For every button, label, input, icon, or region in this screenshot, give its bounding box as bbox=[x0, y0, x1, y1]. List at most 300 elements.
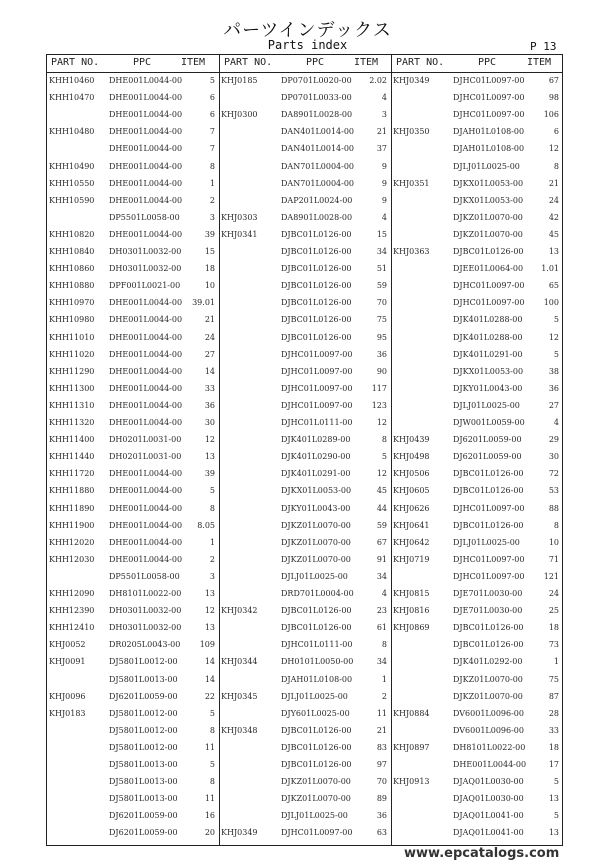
item-cell: 30 bbox=[548, 452, 559, 462]
part-no-cell: KHJ0348 bbox=[221, 725, 258, 735]
ppc-cell: DJ5801L0012-00 bbox=[109, 657, 178, 667]
ppc-cell: DJK401L0292-00 bbox=[453, 657, 523, 667]
ppc-cell: DJKZ01L0070-00 bbox=[281, 777, 351, 787]
item-cell: 70 bbox=[376, 777, 387, 787]
ppc-cell: DJLJ01L0025-00 bbox=[453, 161, 520, 171]
item-cell: 42 bbox=[548, 212, 559, 222]
item-cell: 3 bbox=[209, 212, 215, 222]
part-no-cell: KHJ0096 bbox=[49, 691, 86, 701]
part-no-cell: KHJ0341 bbox=[221, 229, 258, 239]
item-cell: 63 bbox=[376, 828, 387, 838]
item-cell: 24 bbox=[548, 589, 559, 598]
ppc-cell: DHE001L0044-00 bbox=[109, 178, 183, 188]
item-cell: 20 bbox=[204, 828, 215, 838]
item-cell: 12 bbox=[548, 332, 559, 342]
ppc-cell: DJBC01L0126-00 bbox=[281, 742, 352, 752]
ppc-cell: DJAH01L0108-00 bbox=[453, 127, 525, 137]
ppc-cell: DJHC01L0097-00 bbox=[453, 298, 525, 308]
ppc-cell: DJK401L0291-00 bbox=[281, 469, 351, 479]
item-cell: 1 bbox=[209, 178, 215, 188]
part-no-cell: KHJ0439 bbox=[393, 435, 430, 445]
ppc-cell: DHE001L0044-00 bbox=[109, 366, 183, 376]
item-cell: 65 bbox=[548, 281, 559, 291]
ppc-cell: DJW001L0059-00 bbox=[453, 418, 525, 427]
item-cell: 18 bbox=[204, 264, 215, 274]
item-cell: 87 bbox=[548, 691, 559, 701]
ppc-cell: DV6001L0096-00 bbox=[453, 725, 524, 735]
part-no-cell: KHH11880 bbox=[49, 486, 95, 496]
item-cell: 91 bbox=[376, 554, 387, 564]
ppc-cell: DJ5801L0012-00 bbox=[109, 725, 178, 735]
header-part-no: PART NO. bbox=[396, 57, 445, 68]
part-no-cell: KHJ0345 bbox=[221, 691, 258, 701]
ppc-cell: DJBC01L0126-00 bbox=[453, 469, 524, 479]
item-cell: 12 bbox=[204, 606, 215, 616]
part-no-cell: KHJ0091 bbox=[49, 657, 86, 667]
part-no-cell: KHH10460 bbox=[49, 76, 95, 85]
item-cell: 24 bbox=[548, 195, 559, 205]
ppc-cell: DA8901L0028-00 bbox=[281, 110, 353, 120]
item-cell: 14 bbox=[204, 674, 215, 684]
item-cell: 11 bbox=[204, 794, 215, 804]
item-cell: 5 bbox=[209, 486, 215, 496]
ppc-cell: DJBC01L0126-00 bbox=[281, 623, 352, 633]
item-cell: 4 bbox=[553, 418, 559, 427]
item-cell: 27 bbox=[204, 349, 215, 359]
part-no-cell: KHJ0342 bbox=[221, 606, 258, 616]
item-cell: 18 bbox=[548, 742, 559, 752]
ppc-cell: DJ6201L0059-00 bbox=[109, 828, 178, 838]
item-cell: 16 bbox=[204, 811, 215, 821]
ppc-cell: DV6001L0096-00 bbox=[453, 708, 524, 718]
part-no-cell: KHJ0300 bbox=[221, 110, 258, 120]
ppc-cell: DJHC01L0097-00 bbox=[281, 400, 353, 410]
item-cell: 13 bbox=[548, 247, 559, 256]
item-cell: 3 bbox=[381, 110, 387, 120]
ppc-cell: DJY601L0025-00 bbox=[281, 708, 350, 718]
ppc-cell: DJHC01L0097-00 bbox=[453, 76, 525, 85]
ppc-cell: DJHC01L0111-00 bbox=[281, 640, 353, 650]
ppc-cell: DJKY01L0043-00 bbox=[281, 503, 351, 513]
item-cell: 38 bbox=[548, 366, 559, 376]
item-cell: 13 bbox=[548, 794, 559, 804]
item-cell: 12 bbox=[548, 144, 559, 154]
ppc-cell: DHE001L0044-00 bbox=[109, 144, 183, 154]
part-no-cell: KHH11400 bbox=[49, 435, 95, 445]
item-cell: 5 bbox=[553, 315, 559, 325]
ppc-cell: DH0301L0032-00 bbox=[109, 264, 182, 274]
ppc-cell: DHE001L0044-00 bbox=[109, 349, 183, 359]
ppc-cell: DJHC01L0097-00 bbox=[281, 828, 353, 838]
ppc-cell: DJKZ01L0070-00 bbox=[453, 229, 523, 239]
item-cell: 98 bbox=[548, 93, 559, 103]
header-part-no: PART NO. bbox=[224, 57, 273, 68]
item-cell: 22 bbox=[204, 691, 215, 701]
part-no-cell: KHJ0350 bbox=[393, 127, 430, 137]
part-no-cell: KHH10880 bbox=[49, 281, 95, 291]
item-cell: 121 bbox=[543, 571, 559, 581]
item-cell: 13 bbox=[204, 623, 215, 633]
ppc-cell: DJK401L0288-00 bbox=[453, 332, 523, 342]
ppc-cell: DJBC01L0126-00 bbox=[453, 640, 524, 650]
part-no-cell: KHH10980 bbox=[49, 315, 95, 325]
item-cell: 73 bbox=[548, 640, 559, 650]
ppc-cell: DAN401L0014-00 bbox=[281, 144, 355, 154]
item-cell: 25 bbox=[548, 606, 559, 616]
item-cell: 14 bbox=[204, 366, 215, 376]
ppc-cell: DH0301L0032-00 bbox=[109, 623, 182, 633]
part-no-cell: KHJ0605 bbox=[393, 486, 430, 496]
item-cell: 67 bbox=[548, 76, 559, 85]
item-cell: 9 bbox=[381, 195, 387, 205]
item-cell: 97 bbox=[376, 760, 387, 769]
item-cell: 39 bbox=[204, 229, 215, 239]
item-cell: 8.05 bbox=[197, 520, 215, 530]
item-cell: 12 bbox=[376, 469, 387, 479]
ppc-cell: DJBC01L0126-00 bbox=[281, 315, 352, 325]
item-cell: 4 bbox=[381, 589, 387, 598]
part-no-cell: KHJ0344 bbox=[221, 657, 258, 667]
ppc-cell: DJBC01L0126-00 bbox=[281, 247, 352, 256]
ppc-cell: DHE001L0044-00 bbox=[109, 76, 183, 85]
part-no-cell: KHH12020 bbox=[49, 537, 95, 547]
item-cell: 21 bbox=[376, 725, 387, 735]
ppc-cell: DHE001L0044-00 bbox=[453, 760, 527, 769]
item-cell: 6 bbox=[209, 93, 215, 103]
part-no-cell: KHJ0351 bbox=[393, 178, 430, 188]
ppc-cell: DJHC01L0097-00 bbox=[281, 383, 353, 393]
ppc-cell: DJHC01L0097-00 bbox=[453, 93, 525, 103]
item-cell: 13 bbox=[204, 452, 215, 462]
column-divider bbox=[219, 55, 220, 845]
item-cell: 21 bbox=[204, 315, 215, 325]
item-cell: 106 bbox=[543, 110, 559, 120]
part-no-cell: KHH11300 bbox=[49, 383, 95, 393]
item-cell: 6 bbox=[209, 110, 215, 120]
item-cell: 45 bbox=[548, 229, 559, 239]
ppc-cell: DJBC01L0126-00 bbox=[453, 486, 524, 496]
item-cell: 30 bbox=[204, 418, 215, 427]
part-no-cell: KHJ0185 bbox=[221, 76, 258, 85]
ppc-cell: DJBC01L0126-00 bbox=[281, 281, 352, 291]
item-cell: 2 bbox=[209, 195, 215, 205]
ppc-cell: DHE001L0044-00 bbox=[109, 298, 183, 308]
item-cell: 11 bbox=[376, 708, 387, 718]
ppc-cell: DHE001L0044-00 bbox=[109, 110, 183, 120]
part-no-cell: KHJ0626 bbox=[393, 503, 430, 513]
item-cell: 39 bbox=[204, 469, 215, 479]
item-cell: 5 bbox=[553, 349, 559, 359]
ppc-cell: DHE001L0044-00 bbox=[109, 93, 183, 103]
ppc-cell: DJ6201L0059-00 bbox=[453, 452, 522, 462]
item-cell: 89 bbox=[376, 794, 387, 804]
item-cell: 18 bbox=[548, 623, 559, 633]
part-no-cell: KHH11320 bbox=[49, 418, 95, 427]
part-no-cell: KHJ0913 bbox=[393, 777, 430, 787]
ppc-cell: DJHC01L0097-00 bbox=[453, 554, 525, 564]
ppc-cell: DJBC01L0126-00 bbox=[281, 725, 352, 735]
item-cell: 2 bbox=[209, 554, 215, 564]
part-no-cell: KHH11440 bbox=[49, 452, 95, 462]
ppc-cell: DP5501L0058-00 bbox=[109, 212, 180, 222]
item-cell: 11 bbox=[204, 742, 215, 752]
ppc-cell: DJE701L0030-00 bbox=[453, 589, 523, 598]
item-cell: 33 bbox=[548, 725, 559, 735]
ppc-cell: DJ5801L0012-00 bbox=[109, 742, 178, 752]
item-cell: 5 bbox=[209, 76, 215, 85]
ppc-cell: DP0701L0020-00 bbox=[281, 76, 352, 85]
ppc-cell: DJEE01L0064-00 bbox=[453, 264, 524, 274]
ppc-cell: DJKZ01L0070-00 bbox=[281, 794, 351, 804]
part-no-cell: KHJ0816 bbox=[393, 606, 430, 616]
ppc-cell: DHE001L0044-00 bbox=[109, 537, 183, 547]
ppc-cell: DAP201L0024-00 bbox=[281, 195, 353, 205]
ppc-cell: DJAQ01L0041-00 bbox=[453, 828, 524, 838]
ppc-cell: DJHC01L0097-00 bbox=[281, 366, 353, 376]
header-item: ITEM bbox=[527, 57, 552, 68]
part-no-cell: KHJ0349 bbox=[393, 76, 430, 85]
ppc-cell: DJKZ01L0070-00 bbox=[453, 212, 523, 222]
item-cell: 70 bbox=[376, 298, 387, 308]
item-cell: 71 bbox=[548, 554, 559, 564]
item-cell: 8 bbox=[553, 520, 559, 530]
item-cell: 7 bbox=[209, 144, 215, 154]
item-cell: 59 bbox=[376, 520, 387, 530]
ppc-cell: DJK401L0291-00 bbox=[453, 349, 523, 359]
ppc-cell: DJHC01L0111-00 bbox=[281, 418, 353, 427]
header-ppc: PPC bbox=[478, 57, 497, 68]
item-cell: 8 bbox=[381, 435, 387, 445]
part-no-cell: KHH12410 bbox=[49, 623, 95, 633]
part-no-cell: KHJ0498 bbox=[393, 452, 430, 462]
ppc-cell: DH0301L0032-00 bbox=[109, 606, 182, 616]
item-cell: 36 bbox=[548, 383, 559, 393]
ppc-cell: DH0201L0031-00 bbox=[109, 452, 182, 462]
part-no-cell: KHH10590 bbox=[49, 195, 95, 205]
item-cell: 2.02 bbox=[369, 76, 387, 85]
item-cell: 4 bbox=[381, 93, 387, 103]
part-no-cell: KHH11020 bbox=[49, 349, 95, 359]
item-cell: 5 bbox=[553, 777, 559, 787]
part-no-cell: KHH12030 bbox=[49, 554, 95, 564]
ppc-cell: DJ6201L0059-00 bbox=[109, 691, 178, 701]
item-cell: 59 bbox=[376, 281, 387, 291]
item-cell: 9 bbox=[381, 161, 387, 171]
ppc-cell: DJAQ01L0030-00 bbox=[453, 794, 524, 804]
item-cell: 5 bbox=[209, 760, 215, 769]
ppc-cell: DJHC01L0097-00 bbox=[281, 349, 353, 359]
ppc-cell: DHE001L0044-00 bbox=[109, 332, 183, 342]
item-cell: 39.01 bbox=[192, 298, 215, 308]
part-no-cell: KHH10470 bbox=[49, 93, 95, 103]
item-cell: 4 bbox=[381, 212, 387, 222]
item-cell: 23 bbox=[376, 606, 387, 616]
item-cell: 117 bbox=[371, 383, 387, 393]
item-cell: 10 bbox=[204, 281, 215, 291]
ppc-cell: DJHC01L0097-00 bbox=[453, 571, 525, 581]
item-cell: 27 bbox=[548, 400, 559, 410]
ppc-cell: DJKY01L0043-00 bbox=[453, 383, 523, 393]
ppc-cell: DJHC01L0097-00 bbox=[453, 110, 525, 120]
part-no-cell: KHH11290 bbox=[49, 366, 95, 376]
part-no-cell: KHJ0884 bbox=[393, 708, 430, 718]
ppc-cell: DJLJ01L0025-00 bbox=[281, 571, 348, 581]
item-cell: 15 bbox=[204, 247, 215, 256]
item-cell: 37 bbox=[376, 144, 387, 154]
part-no-cell: KHH12390 bbox=[49, 606, 95, 616]
ppc-cell: DJLJ01L0025-00 bbox=[281, 811, 348, 821]
part-no-cell: KHH12090 bbox=[49, 589, 95, 598]
ppc-cell: DJKZ01L0070-00 bbox=[281, 520, 351, 530]
item-cell: 36 bbox=[376, 349, 387, 359]
item-cell: 72 bbox=[548, 469, 559, 479]
ppc-cell: DJBC01L0126-00 bbox=[281, 264, 352, 274]
page-title-japanese: パーツインデックス bbox=[223, 20, 392, 41]
ppc-cell: DHE001L0044-00 bbox=[109, 195, 183, 205]
header-ppc: PPC bbox=[133, 57, 152, 68]
ppc-cell: DJLJ01L0025-00 bbox=[281, 691, 348, 701]
item-cell: 8 bbox=[553, 161, 559, 171]
part-no-cell: KHJ0363 bbox=[393, 247, 430, 256]
page-title-english: Parts index bbox=[267, 38, 348, 52]
watermark: www.epcatalogs.com bbox=[404, 846, 560, 861]
item-cell: 34 bbox=[376, 571, 387, 581]
part-no-cell: KHH11900 bbox=[49, 520, 95, 530]
ppc-cell: DJ6201L0059-00 bbox=[109, 811, 178, 821]
parts-index-table bbox=[46, 54, 563, 846]
ppc-cell: DJBC01L0126-00 bbox=[281, 229, 352, 239]
ppc-cell: DJKZ01L0070-00 bbox=[281, 537, 351, 547]
ppc-cell: DRD701L0004-00 bbox=[281, 589, 354, 598]
ppc-cell: DJBC01L0126-00 bbox=[281, 760, 352, 769]
part-no-cell: KHH10970 bbox=[49, 298, 95, 308]
part-no-cell: KHH11720 bbox=[49, 469, 95, 479]
item-cell: 12 bbox=[376, 418, 387, 427]
ppc-cell: DJLJ01L0025-00 bbox=[453, 400, 520, 410]
item-cell: 36 bbox=[376, 811, 387, 821]
ppc-cell: DJK401L0290-00 bbox=[281, 452, 351, 462]
ppc-cell: DP0701L0033-00 bbox=[281, 93, 352, 103]
part-no-cell: KHJ0719 bbox=[393, 554, 430, 564]
ppc-cell: DJK401L0288-00 bbox=[453, 315, 523, 325]
ppc-cell: DHE001L0044-00 bbox=[109, 400, 183, 410]
part-no-cell: KHJ0183 bbox=[49, 708, 86, 718]
item-cell: 34 bbox=[376, 657, 387, 667]
column-divider bbox=[391, 55, 392, 845]
item-cell: 8 bbox=[381, 640, 387, 650]
item-cell: 1 bbox=[381, 674, 387, 684]
ppc-cell: DHE001L0044-00 bbox=[109, 469, 183, 479]
ppc-cell: DJK401L0289-00 bbox=[281, 435, 351, 445]
part-no-cell: KHH10550 bbox=[49, 178, 95, 188]
ppc-cell: DAN701L0004-00 bbox=[281, 161, 355, 171]
ppc-cell: DHE001L0044-00 bbox=[109, 161, 183, 171]
item-cell: 100 bbox=[543, 298, 559, 308]
ppc-cell: DJKZ01L0070-00 bbox=[453, 674, 523, 684]
item-cell: 1 bbox=[553, 657, 559, 667]
item-cell: 75 bbox=[548, 674, 559, 684]
ppc-cell: DR0205L0043-00 bbox=[109, 640, 181, 650]
part-no-cell: KHJ0349 bbox=[221, 828, 258, 838]
ppc-cell: DJKZ01L0070-00 bbox=[453, 691, 523, 701]
ppc-cell: DH0201L0031-00 bbox=[109, 435, 182, 445]
ppc-cell: DJAH01L0108-00 bbox=[453, 144, 525, 154]
item-cell: 67 bbox=[376, 537, 387, 547]
item-cell: 95 bbox=[376, 332, 387, 342]
item-cell: 7 bbox=[209, 127, 215, 137]
item-cell: 13 bbox=[548, 828, 559, 838]
ppc-cell: DJHC01L0097-00 bbox=[453, 503, 525, 513]
ppc-cell: DHE001L0044-00 bbox=[109, 229, 183, 239]
item-cell: 8 bbox=[209, 503, 215, 513]
part-no-cell: KHJ0815 bbox=[393, 589, 430, 598]
item-cell: 2 bbox=[381, 691, 387, 701]
ppc-cell: DJ5801L0013-00 bbox=[109, 777, 178, 787]
item-cell: 3 bbox=[209, 571, 215, 581]
table-header-row bbox=[47, 55, 562, 73]
header-ppc: PPC bbox=[306, 57, 325, 68]
item-cell: 29 bbox=[548, 435, 559, 445]
ppc-cell: DHE001L0044-00 bbox=[109, 554, 183, 564]
ppc-cell: DP5501L0058-00 bbox=[109, 571, 180, 581]
item-cell: 21 bbox=[548, 178, 559, 188]
ppc-cell: DJHC01L0097-00 bbox=[453, 281, 525, 291]
ppc-cell: DJKX01L0053-00 bbox=[453, 195, 524, 205]
item-cell: 88 bbox=[548, 503, 559, 513]
item-cell: 5 bbox=[553, 811, 559, 821]
item-cell: 51 bbox=[376, 264, 387, 274]
item-cell: 90 bbox=[376, 366, 387, 376]
ppc-cell: DHE001L0044-00 bbox=[109, 486, 183, 496]
ppc-cell: DAN701L0004-00 bbox=[281, 178, 355, 188]
ppc-cell: DJAH01L0108-00 bbox=[281, 674, 353, 684]
ppc-cell: DHE001L0044-00 bbox=[109, 383, 183, 393]
ppc-cell: DJBC01L0126-00 bbox=[453, 623, 524, 633]
item-cell: 109 bbox=[199, 640, 215, 650]
ppc-cell: DHE001L0044-00 bbox=[109, 503, 183, 513]
item-cell: 21 bbox=[376, 127, 387, 137]
item-cell: 33 bbox=[204, 383, 215, 393]
item-cell: 24 bbox=[204, 332, 215, 342]
item-cell: 14 bbox=[204, 657, 215, 667]
item-cell: 83 bbox=[376, 742, 387, 752]
part-no-cell: KHJ0642 bbox=[393, 537, 430, 547]
ppc-cell: DJBC01L0126-00 bbox=[281, 298, 352, 308]
part-no-cell: KHH11010 bbox=[49, 332, 95, 342]
ppc-cell: DH0101L0050-00 bbox=[281, 657, 354, 667]
ppc-cell: DJKZ01L0070-00 bbox=[281, 554, 351, 564]
part-no-cell: KHJ0052 bbox=[49, 640, 86, 650]
ppc-cell: DA8901L0028-00 bbox=[281, 212, 353, 222]
item-cell: 28 bbox=[548, 708, 559, 718]
part-no-cell: KHH10820 bbox=[49, 229, 95, 239]
ppc-cell: DJKX01L0053-00 bbox=[281, 486, 352, 496]
item-cell: 15 bbox=[376, 229, 387, 239]
part-no-cell: KHH10490 bbox=[49, 161, 95, 171]
part-no-cell: KHJ0641 bbox=[393, 520, 430, 530]
ppc-cell: DJ5801L0012-00 bbox=[109, 708, 178, 718]
ppc-cell: DJBC01L0126-00 bbox=[281, 606, 352, 616]
ppc-cell: DJ5801L0013-00 bbox=[109, 760, 178, 769]
item-cell: 12 bbox=[204, 435, 215, 445]
ppc-cell: DHE001L0044-00 bbox=[109, 315, 183, 325]
item-cell: 34 bbox=[376, 247, 387, 256]
item-cell: 36 bbox=[204, 400, 215, 410]
ppc-cell: DAN401L0014-00 bbox=[281, 127, 355, 137]
ppc-cell: DJKX01L0053-00 bbox=[453, 366, 524, 376]
item-cell: 123 bbox=[371, 400, 387, 410]
part-no-cell: KHH10840 bbox=[49, 247, 95, 256]
